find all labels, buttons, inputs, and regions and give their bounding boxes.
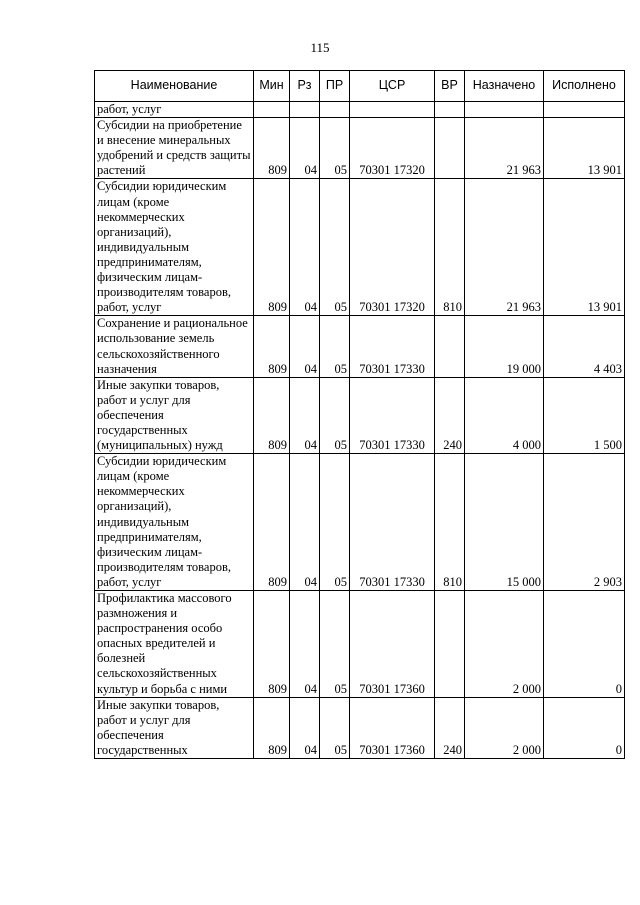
row-min: 809 xyxy=(254,179,290,316)
row-pr: 05 xyxy=(320,591,350,698)
row-min: 809 xyxy=(254,377,290,453)
table-row xyxy=(95,118,625,179)
row-rz: 04 xyxy=(290,591,320,698)
row-csr: 70301 17320 xyxy=(350,179,435,316)
row-csr xyxy=(350,102,435,118)
row-vr: 240 xyxy=(435,697,465,758)
row-name: Иные закупки товаров, работ и услуг для обеспечения государственных (муниципальных) нужд xyxy=(95,377,254,453)
row-executed: 2 903 xyxy=(544,454,625,591)
row-pr: 05 xyxy=(320,377,350,453)
row-executed: 0 xyxy=(544,591,625,698)
row-name: Субсидии юридическим лицам (кроме некоммерческих организаций), индивидуальным предпринимателям, физическим лицам-производителям товаров, работ, услуг xyxy=(95,179,254,316)
row-csr: 70301 17360 xyxy=(350,591,435,698)
row-min: 809 xyxy=(254,697,290,758)
header-assigned: Назначено xyxy=(465,71,544,102)
table-row xyxy=(95,591,625,698)
row-assigned: 2 000 xyxy=(465,697,544,758)
table-row xyxy=(95,179,625,316)
row-rz: 04 xyxy=(290,697,320,758)
row-name: Субсидии юридическим лицам (кроме некоммерческих организаций), индивидуальным предпринимателям, физическим лицам-производителям товаров, работ, услуг xyxy=(95,454,254,591)
row-min: 809 xyxy=(254,591,290,698)
row-min: 809 xyxy=(254,316,290,377)
table-row xyxy=(95,316,625,377)
row-assigned: 2 000 xyxy=(465,591,544,698)
header-executed: Исполнено xyxy=(544,71,625,102)
row-pr: 05 xyxy=(320,316,350,377)
row-pr: 05 xyxy=(320,454,350,591)
row-assigned: 15 000 xyxy=(465,454,544,591)
row-executed: 1 500 xyxy=(544,377,625,453)
row-vr: 810 xyxy=(435,179,465,316)
row-csr: 70301 17330 xyxy=(350,454,435,591)
row-csr: 70301 17320 xyxy=(350,118,435,179)
row-assigned: 4 000 xyxy=(465,377,544,453)
row-csr: 70301 17330 xyxy=(350,316,435,377)
row-name: работ, услуг xyxy=(95,102,254,118)
row-vr xyxy=(435,118,465,179)
row-assigned xyxy=(465,102,544,118)
row-vr xyxy=(435,591,465,698)
row-csr: 70301 17330 xyxy=(350,377,435,453)
row-rz: 04 xyxy=(290,377,320,453)
row-rz: 04 xyxy=(290,179,320,316)
row-vr: 810 xyxy=(435,454,465,591)
row-name: Профилактика массового размножения и распространения особо опасных вредителей и болезней сельскохозяйственных культур и борьба с ними xyxy=(95,591,254,698)
header-vr: ВР xyxy=(435,71,465,102)
header-name: Наименование xyxy=(95,71,254,102)
row-assigned: 21 963 xyxy=(465,179,544,316)
row-pr: 05 xyxy=(320,697,350,758)
row-executed: 4 403 xyxy=(544,316,625,377)
row-rz xyxy=(290,102,320,118)
row-executed: 13 901 xyxy=(544,118,625,179)
table-row xyxy=(95,377,625,453)
page-number: 115 xyxy=(310,40,330,55)
row-executed xyxy=(544,102,625,118)
row-pr: 05 xyxy=(320,179,350,316)
header-min: Мин xyxy=(254,71,290,102)
header-pr: ПР xyxy=(320,71,350,102)
row-executed: 13 901 xyxy=(544,179,625,316)
row-vr xyxy=(435,316,465,377)
table-row xyxy=(95,697,625,758)
row-rz: 04 xyxy=(290,454,320,591)
row-vr xyxy=(435,102,465,118)
row-min: 809 xyxy=(254,118,290,179)
row-min xyxy=(254,102,290,118)
budget-table xyxy=(94,70,625,759)
row-csr: 70301 17360 xyxy=(350,697,435,758)
row-pr: 05 xyxy=(320,118,350,179)
header-csr: ЦСР xyxy=(350,71,435,102)
row-pr xyxy=(320,102,350,118)
row-name: Иные закупки товаров, работ и услуг для обеспечения государственных xyxy=(95,697,254,758)
table-row xyxy=(95,454,625,591)
header-rz: Рз xyxy=(290,71,320,102)
row-executed: 0 xyxy=(544,697,625,758)
row-assigned: 19 000 xyxy=(465,316,544,377)
row-name: Сохранение и рациональное использование земель сельскохозяйственного назначения xyxy=(95,316,254,377)
table-header-row xyxy=(95,71,625,102)
table-row xyxy=(95,102,625,118)
row-rz: 04 xyxy=(290,316,320,377)
row-rz: 04 xyxy=(290,118,320,179)
row-assigned: 21 963 xyxy=(465,118,544,179)
row-vr: 240 xyxy=(435,377,465,453)
row-min: 809 xyxy=(254,454,290,591)
row-name: Субсидии на приобретение и внесение минеральных удобрений и средств защиты растений xyxy=(95,118,254,179)
